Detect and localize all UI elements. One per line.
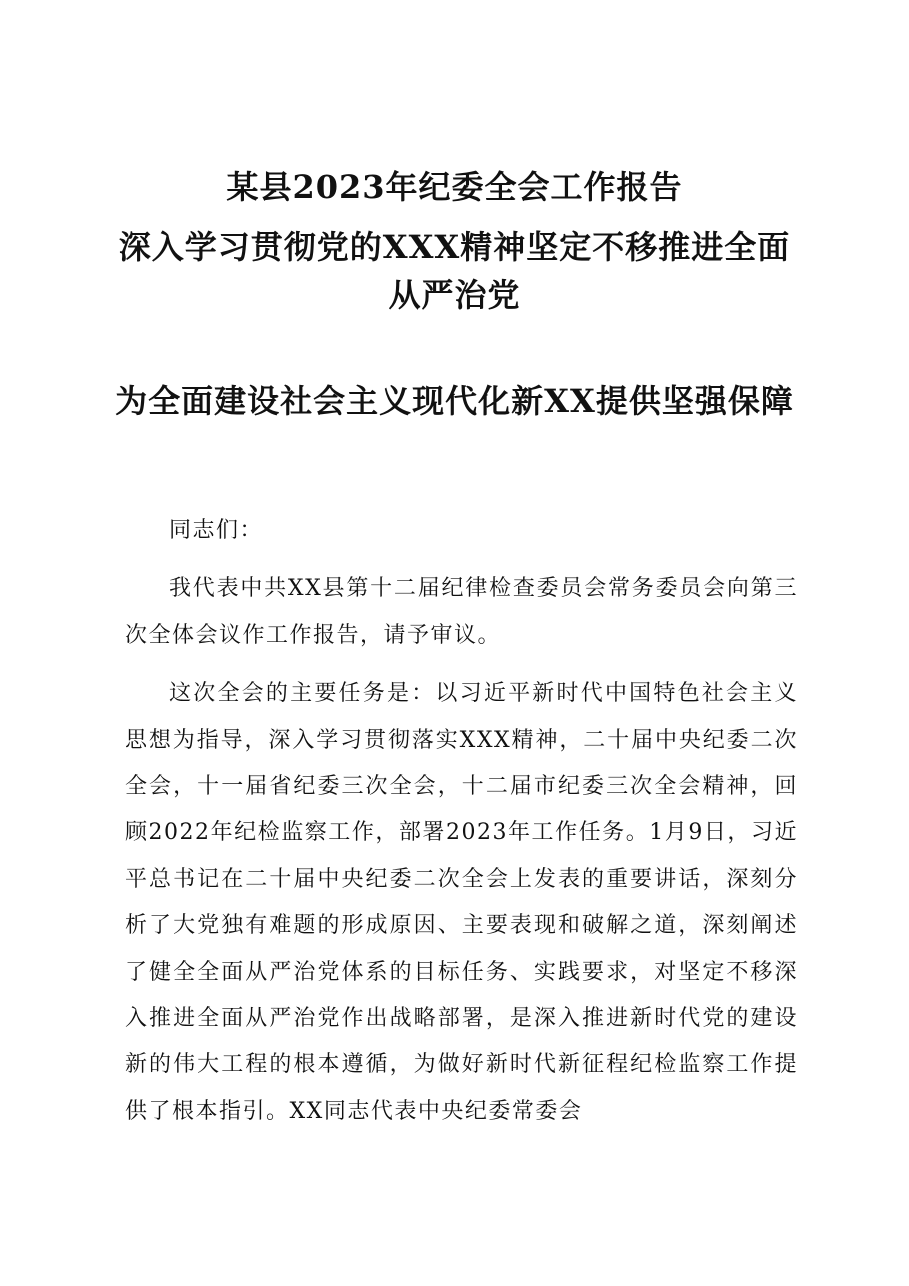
document-subtitle-line1: 深入学习贯彻党的XXX精神坚定不移推进全面从严治党 bbox=[118, 228, 791, 314]
document-title: 某县2023年纪委全会工作报告 bbox=[226, 168, 683, 206]
document-subtitle-line2: 为全面建设社会主义现代化新XX提供坚强保障 bbox=[115, 382, 794, 420]
salutation: 同志们： bbox=[169, 518, 264, 543]
paragraph-2: 这次全会的主要任务是：以习近平新时代中国特色社会主义思想为指导，深入学习贯彻落实XXX精神，二十届中央纪委二次全会，十一届省纪委三次全会，十二届市纪委三次全会精神，回顾2022年纪检监察工作，部署2023年工作任务。1月9日，习近平总书记在二十届中央纪委二次全会上发表的重要讲话，深刻分析了大党独有难题的形成原因、主要表现和破解之道，深刻阐述了健全全面从严治党体系的目标任务、实践要求，对坚定不移深入推进全面从严治党作出战略部署，是深入推进新时代党的建设新的伟大工程的根本遵循，为做好新时代新征程纪检监察工作提供了根本指引。XX同志代表中央纪委常委会 bbox=[125, 681, 798, 1124]
paragraph-1: 我代表中共XX县第十二届纪律检查委员会常务委员会向第三次全体会议作工作报告，请予审议。 bbox=[125, 576, 798, 648]
document-body bbox=[125, 508, 798, 1135]
